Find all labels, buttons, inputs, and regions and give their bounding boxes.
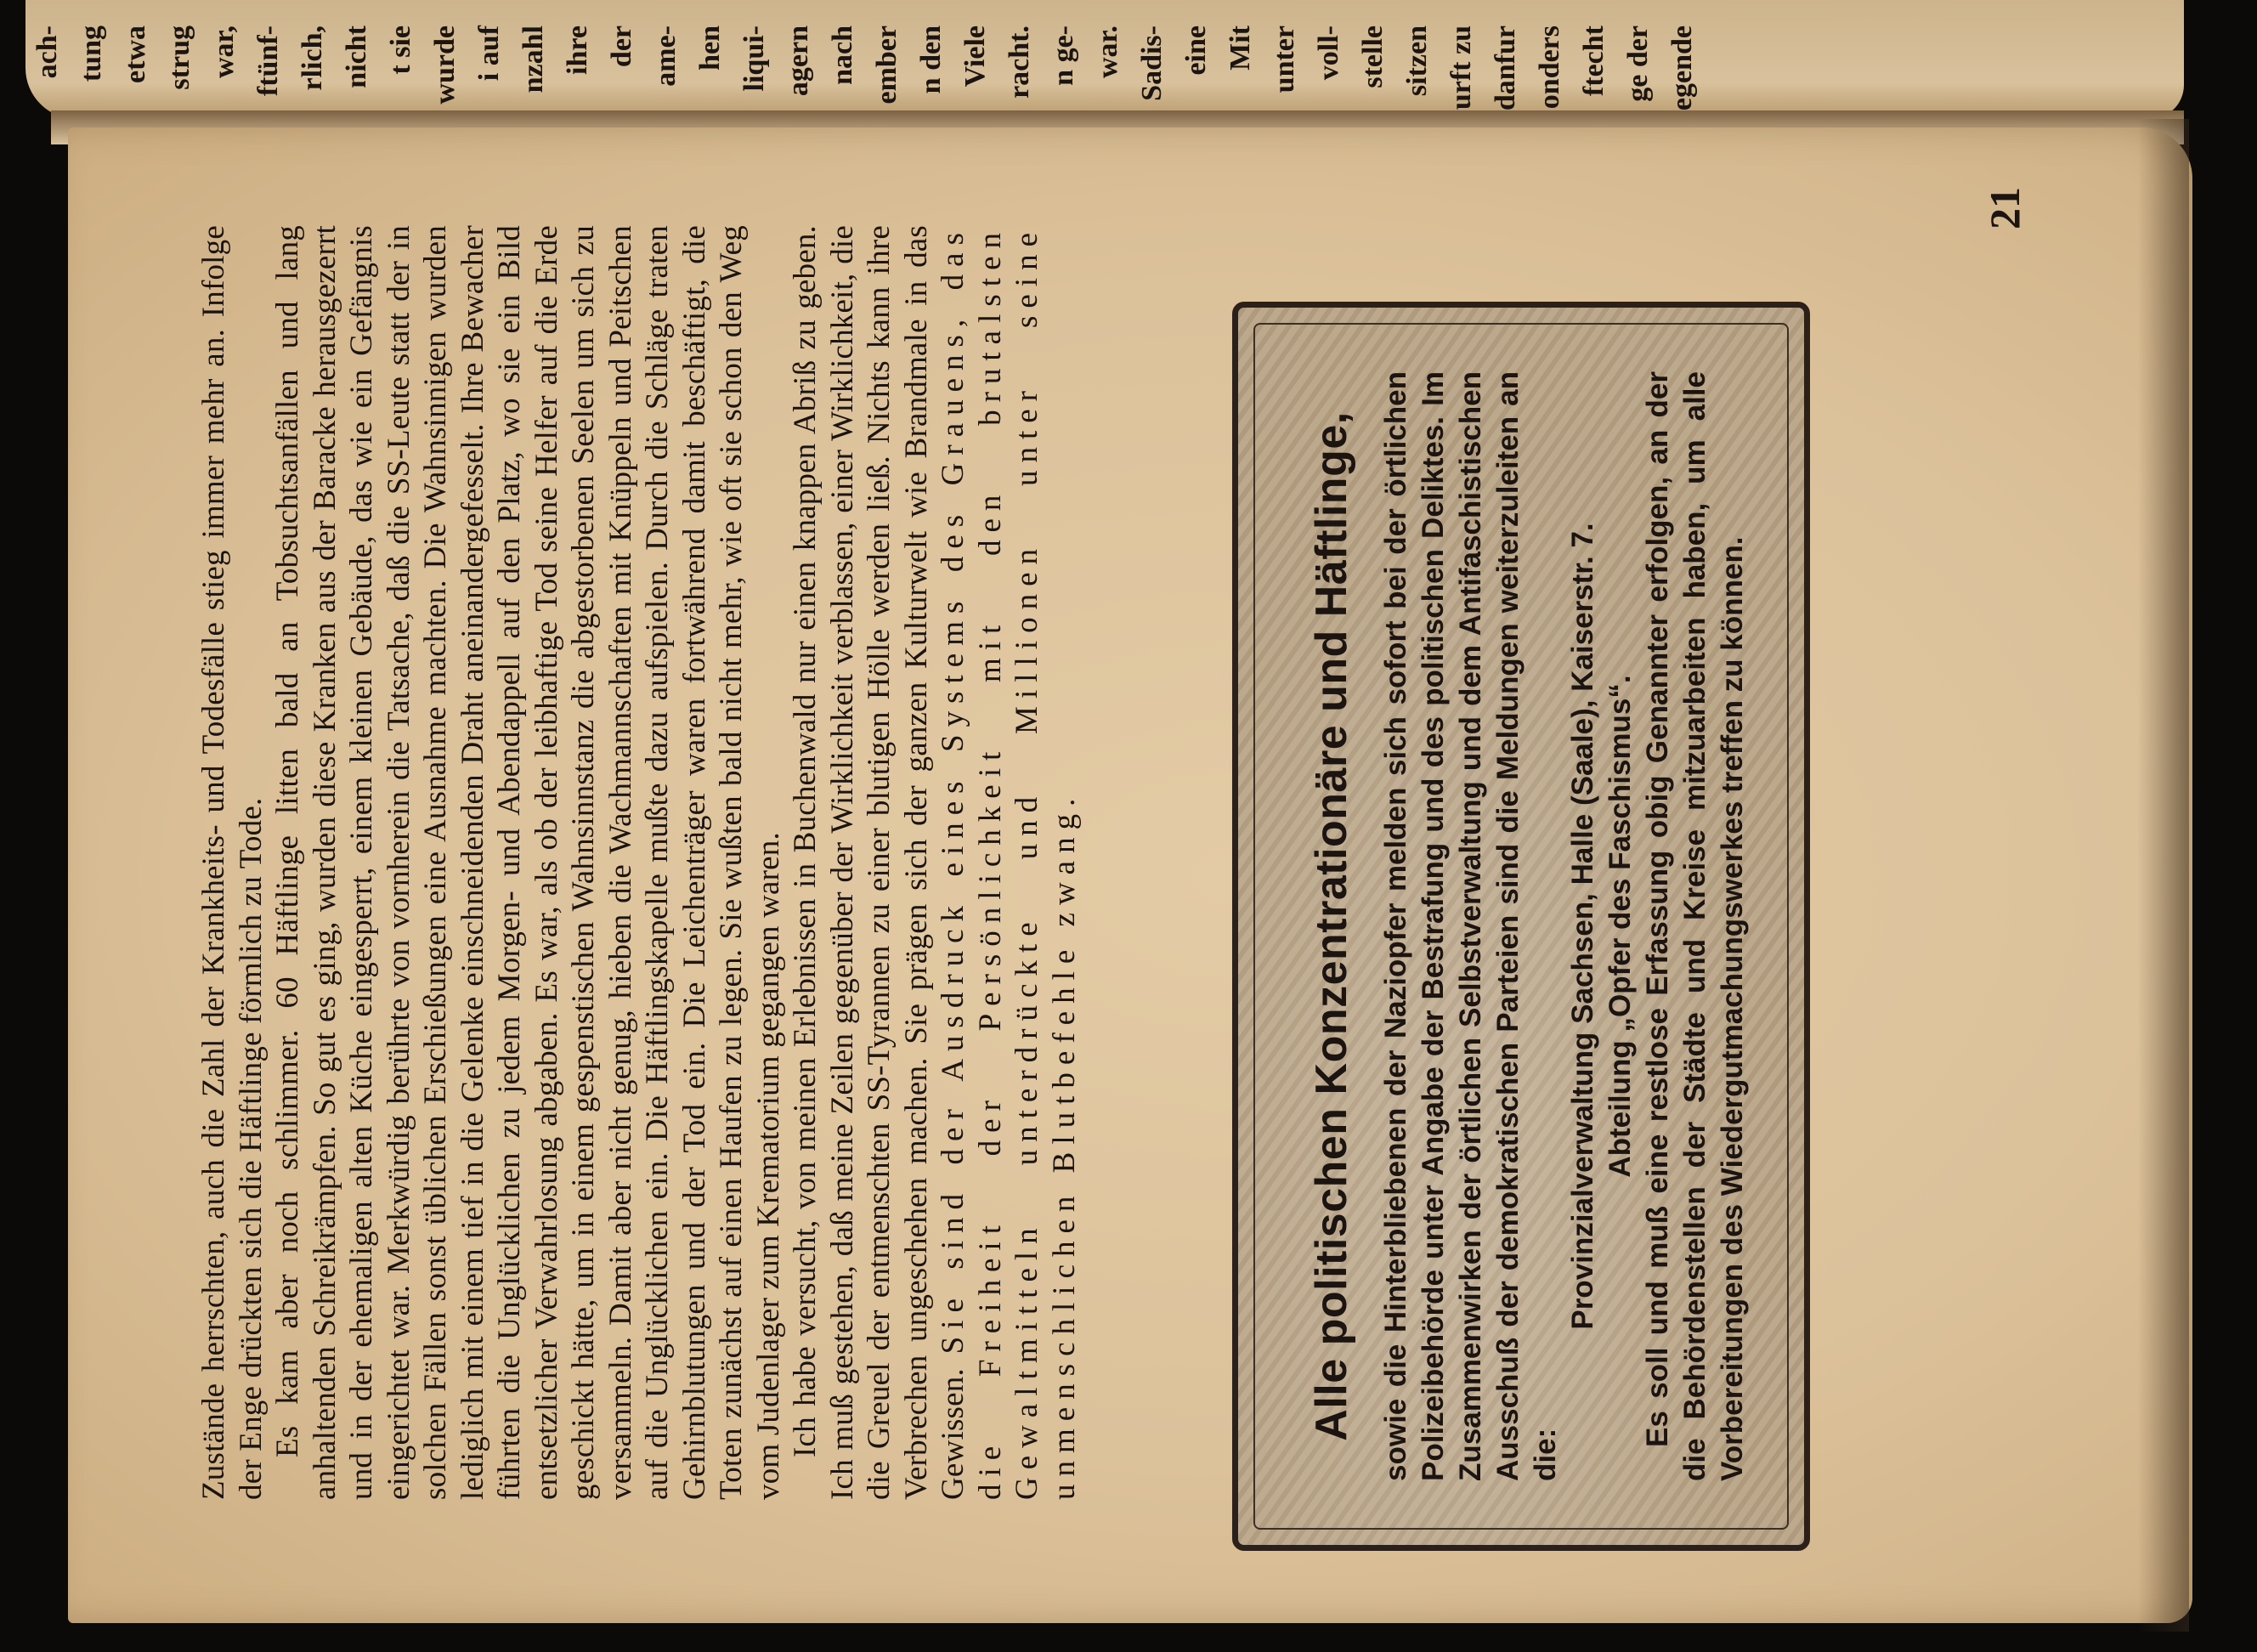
facing-line: rlich, (297, 25, 328, 91)
notice-body (1377, 371, 1751, 1481)
facing-line: etwa (120, 25, 151, 83)
notice-closing: Es soll und muß eine restlose Erfassung obig Genannter erfolgen, an der die Behördenstellen der Städte und Kreise mitzuarbeiten haben, um alle Vorbereitungen des Wiedergutmachungswerkes treffen zu können. (1641, 371, 1749, 1481)
facing-line: stelle (1357, 25, 1389, 88)
facing-line: tung (76, 25, 107, 82)
facing-line: ach- (31, 25, 63, 79)
facing-line: i auf (473, 25, 505, 82)
facing-page-fragments (25, 25, 1705, 119)
facing-line: hen (694, 25, 726, 71)
facing-line: wurde (429, 25, 461, 105)
paragraph-1: Zustände herrschten, auch die Zahl der Krankheits- und Todesfälle stieg immer mehr an. Infolge der Enge drückten sich die Häftlinge förmlich zu Tode. (196, 225, 269, 1500)
notice-address: Provinzialverwaltung Sachsen, Halle (Saale), Kaiserstr. 7. (1566, 523, 1599, 1330)
facing-line: ember (871, 25, 902, 105)
facing-line: Viele (959, 25, 991, 88)
facing-line: ge der (1622, 25, 1654, 102)
facing-line: voll- (1313, 25, 1344, 81)
facing-line: ftecht (1578, 25, 1609, 97)
facing-line: Mit (1225, 25, 1256, 71)
page-edge-shadow (2138, 119, 2189, 1632)
notice-title: Alle politischen Konzentrationäre und Häftlinge, (1307, 411, 1356, 1441)
facing-line: sitzen (1401, 25, 1433, 97)
paragraph-2: Es kam aber noch schlimmer. 60 Häftlinge litten bald an Tobsuchtsanfällen und lang anhaltenden Schreikrämpfen. So gut es ging, wurden diese Kranken aus der Baracke herausgezerrt und in der ehemaligen alten Küche eingesperrt, einem kleinen Gebäude, das wie ein Gefängnis eingerichtet war. Merkwürdig berührte von vornherein die Tatsache, daß die SS-Leute statt der in solchen Fällen sonst üblichen Erschießungen eine Ausnahme machten. Die Wahnsinnigen wurden lediglich mit einem tief in die Gelenke einschneidenden Draht aneinandergefesselt. Ihre Bewacher führten die Unglücklichen zu jedem Morgen- und Abendappell auf den Platz, wo sie ein Bild entsetzlicher Verwahrlosung abgaben. Es war, als ob der leibhaftige Tod seine Helfer auf die Erde geschickt hätte, um in einem gespenstischen Wahnsinnstanz die abgestorbenen Seelen um sich zu versammeln. Damit aber nicht genug, hieben die Wachmannschaften mit Knüppeln und Peitschen auf die Unglücklichen ein. Die Häftlingskapelle mußte dazu aufspielen. Durch die Schläge traten Gehirnblutungen und der Tod ein. Die Leichenträger waren fortwährend damit beschäftigt, die Toten zunächst auf einen Haufen zu legen. Sie wußten bald nicht mehr, wie oft sie schon den Weg vom Judenlager zum Krematorium gegangen waren. (270, 225, 786, 1500)
facing-line: war, (208, 25, 240, 79)
spaced-emphasis-sentence: Sie sind der Ausdruck eines Systems des Grauens, das die Freiheit der Persönlichkeit mit den brutalsten Gewaltmitteln unterdrückte und Millionen unter seine unmenschlichen Blutbefehle zwang. (936, 225, 1082, 1500)
page-content-rotated (68, 127, 2192, 1623)
facing-line: nicht (341, 25, 372, 88)
facing-line: war. (1092, 25, 1123, 79)
facing-line: t sie (385, 25, 416, 75)
notice-box-inner (1253, 323, 1789, 1530)
paragraph-3 (787, 225, 1083, 1500)
facing-line: n ge- (1048, 25, 1079, 86)
facing-line: urft zu (1445, 25, 1477, 110)
facing-line: racht. (1004, 25, 1035, 99)
facing-line: egende (1666, 25, 1698, 111)
facing-line: Sadis- (1136, 25, 1168, 101)
facing-line: ihre (562, 25, 593, 75)
facing-line: nzahl (518, 25, 549, 93)
facing-page (25, 0, 2184, 119)
facing-page-text (25, 0, 2184, 119)
facing-line: agern (783, 25, 814, 97)
facing-line: strug (164, 25, 195, 90)
notice-department: Abteilung „Opfer des Faschismus“. (1604, 675, 1637, 1178)
notice-text: sowie die Hinterbliebenen der Naziopfer melden sich sofort bei der örtlichen Polizeibehörde unter Angabe der Bestrafung und des politischen Deliktes. Im Zusammenwirken der örtlichen Selbstverwaltung und dem Antifaschistischen Ausschuß der demokratischen Parteien sind die Meldungen weiterzuleiten an die: (1379, 371, 1562, 1481)
facing-line: ftünf- (252, 25, 284, 97)
facing-line: der (606, 25, 637, 68)
facing-line: unter (1269, 25, 1300, 93)
page-number: 21 (1981, 187, 2028, 229)
facing-line: danfur (1490, 25, 1521, 111)
body-text-column (195, 225, 1083, 1500)
facing-line: ame- (650, 25, 682, 87)
facing-line: nach (827, 25, 858, 85)
paragraph-3-text: Ich habe versucht, von meinen Erlebnissen in Buchenwald nur einen knappen Abriß zu geben. Ich muß gestehen, daß meine Zeilen gegenüber der Wirklichkeit verblassen, einer Wirklichkeit, die die Greuel der entmenschten SS-Tyrannen zu einer blutigen Hölle werden ließ. Nichts kann ihre Verbrechen ungeschehen machen. Sie prägen sich der ganzen Kulturwelt wie Brandmale in das Gewissen. (788, 225, 970, 1500)
facing-line: n den (915, 25, 947, 94)
facing-line: onders (1534, 25, 1565, 110)
facing-line: liqui- (738, 25, 770, 92)
book-page (68, 127, 2192, 1623)
facing-line: eine (1180, 25, 1212, 76)
notice-box (1232, 302, 1810, 1551)
